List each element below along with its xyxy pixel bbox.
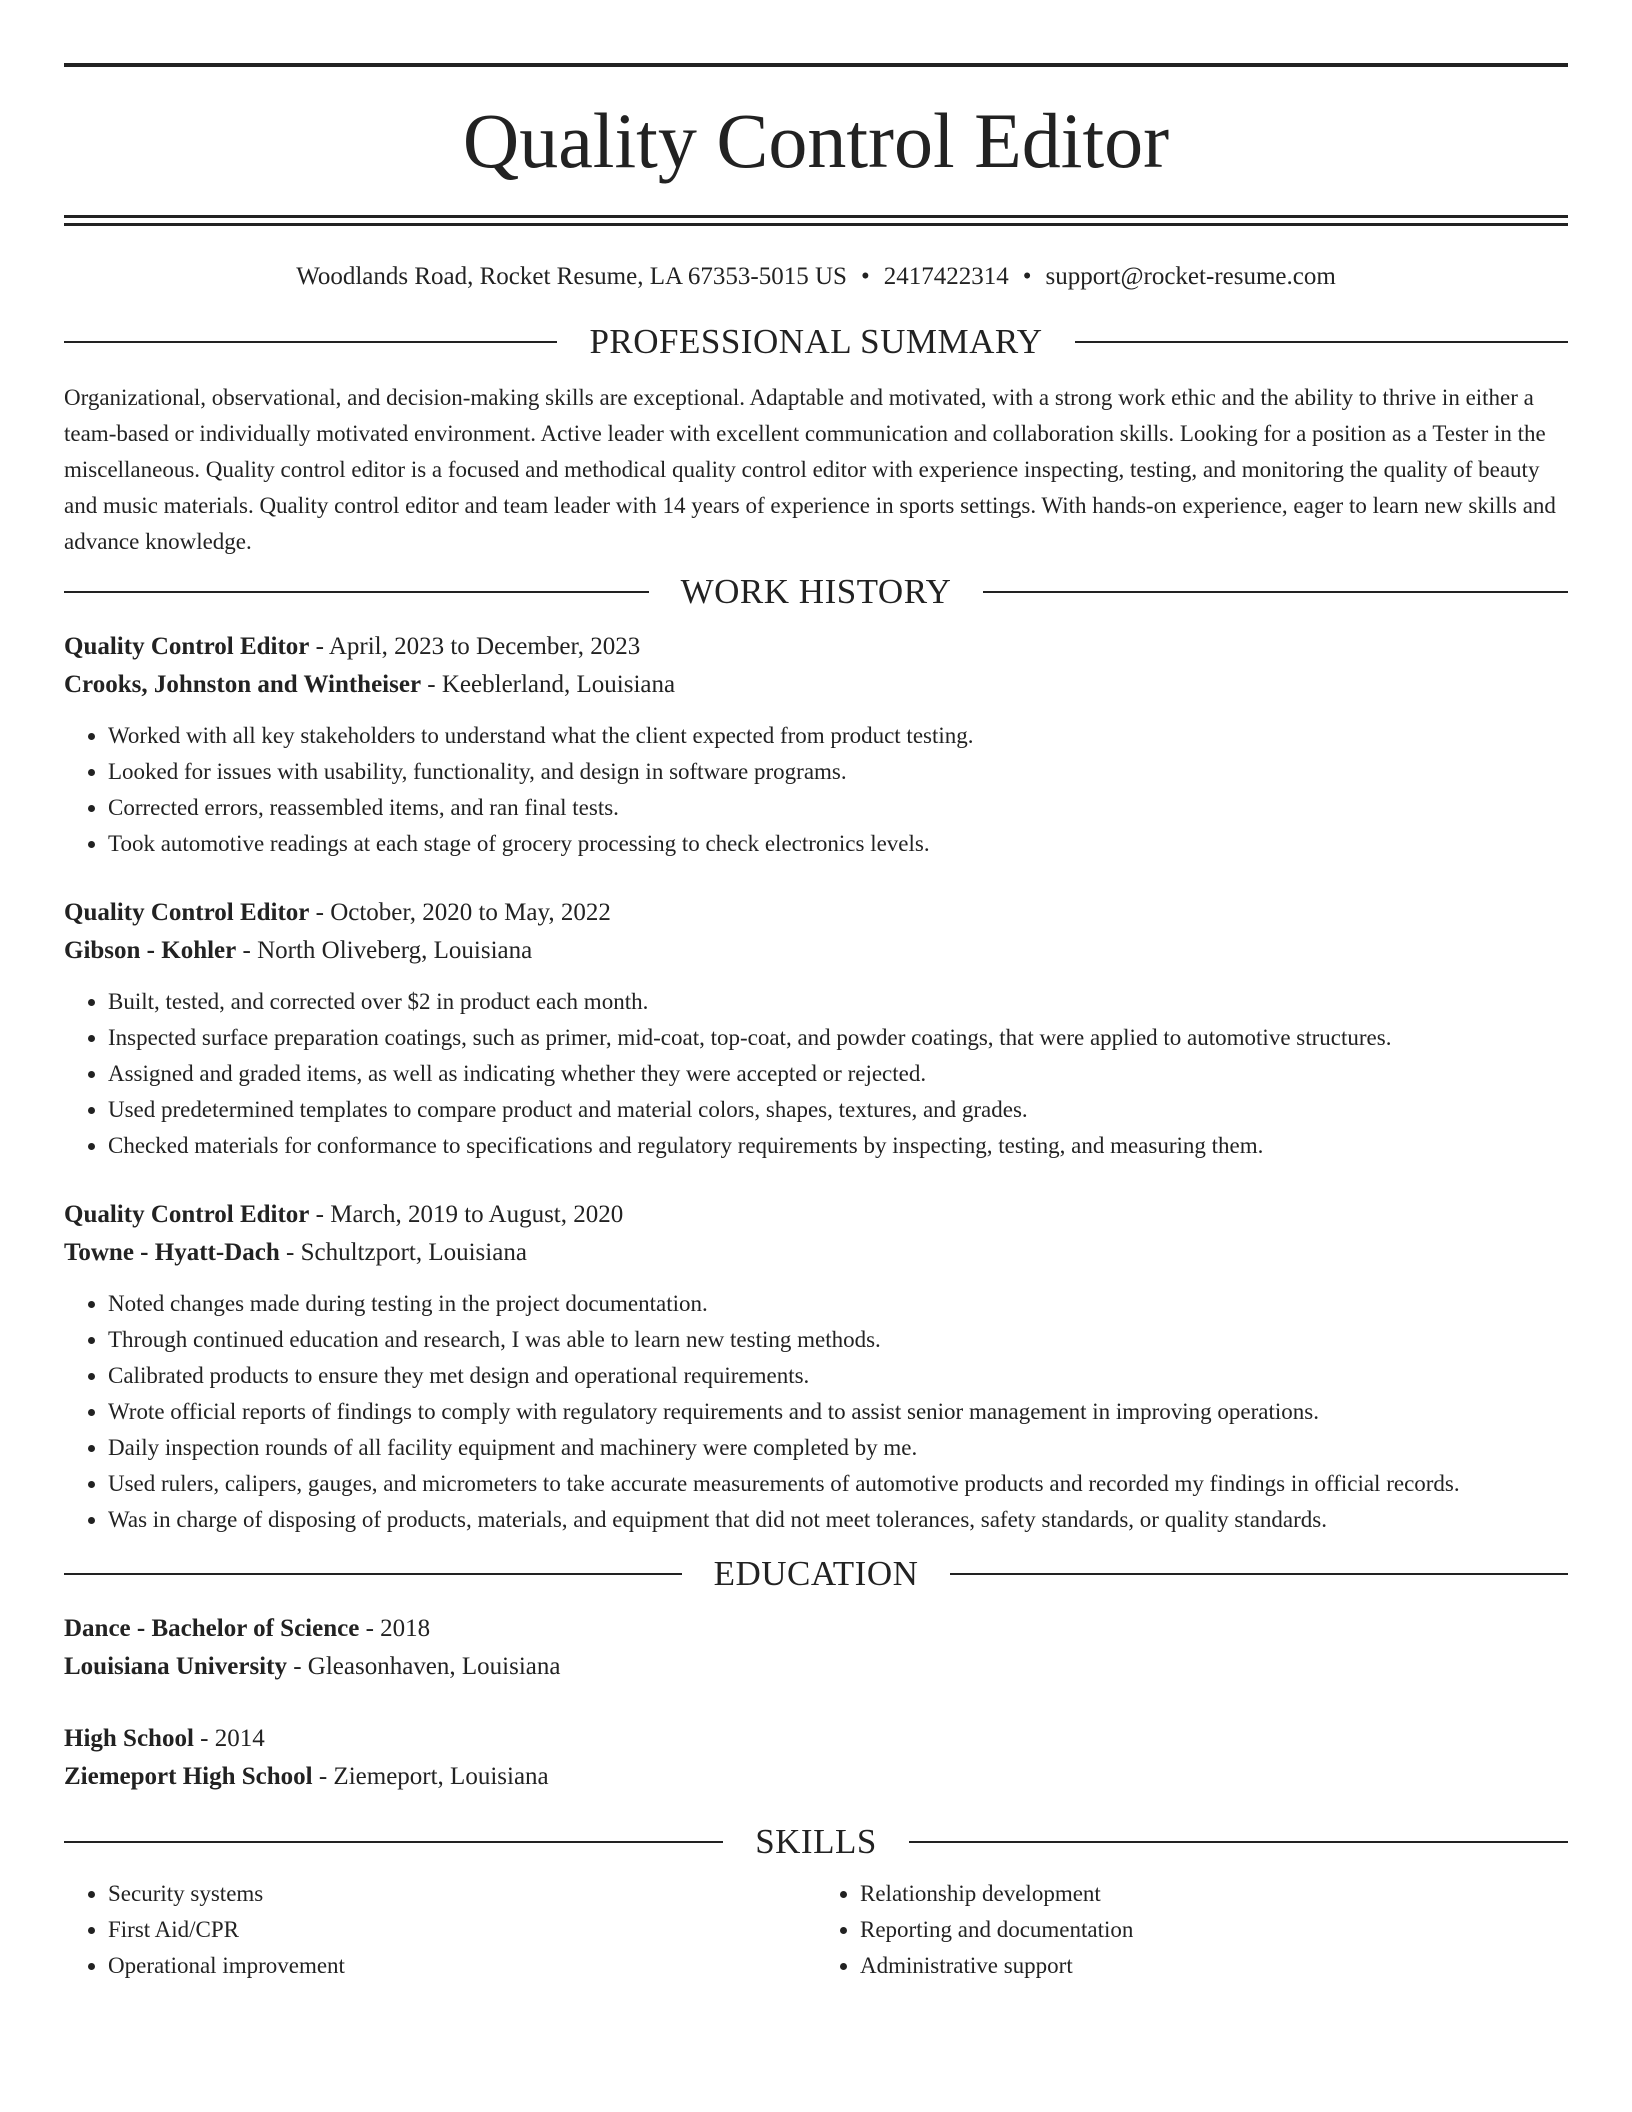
job-title-line [64, 1196, 1568, 1234]
bullet-item: • Daily inspection rounds of all facility equipment and machinery were completed by me. [108, 1430, 1568, 1466]
bullet-item: • Used predetermined templates to compare product and material colors, shapes, textures, and grades. [108, 1092, 1568, 1128]
skills-grid [64, 1876, 1568, 1984]
job-dates: - October, 2020 to May, 2022 [309, 899, 611, 926]
job-location: - Schultzport, Louisiana [279, 1239, 527, 1266]
job-company-line [64, 932, 1568, 970]
bullet-item: • Checked materials for conformance to specifications and regulatory requirements by inspecting, testing, and measuring them. [108, 1128, 1568, 1164]
job-title: Quality Control Editor [64, 1201, 310, 1228]
job-company: Towne - Hyatt-Dach [64, 1239, 280, 1266]
heading-rule [64, 341, 557, 343]
heading-rule [64, 1573, 682, 1575]
summary-text: Organizational, observational, and decision-making skills are exceptional. Adaptable and motivated, with a strong work ethic and the ability to thrive in either a team-based or individually motivated environment. Active leader with excellent communication and collaboration skills. Looking for a position as a Tester in the miscellaneous. Quality control editor is a focused and methodical quality control editor with experience inspecting, testing, and monitoring the quality of beauty and music materials. Quality control editor and team leader with 14 years of experience in sports settings. With hands-on experience, eager to learn new skills and advance knowledge. [64, 385, 1556, 554]
skill-item: • Relationship development [860, 1876, 1568, 1912]
section-heading-skills [64, 1820, 1568, 1864]
job-entry [64, 1196, 1568, 1538]
heading-rule [909, 1841, 1568, 1843]
bullet-item: • Wrote official reports of findings to comply with regulatory requirements and to assist senior management in improving operations. [108, 1394, 1568, 1430]
job-bullets [64, 718, 1568, 862]
heading-rule [1075, 341, 1568, 343]
section-title: PROFESSIONAL SUMMARY [589, 322, 1043, 361]
school-location: - Ziemeport, Louisiana [312, 1763, 549, 1790]
bullet-item: • Built, tested, and corrected over $2 in product each month. [108, 984, 1568, 1020]
degree-year: - 2018 [359, 1615, 431, 1642]
job-company: Crooks, Johnston and Wintheiser [64, 671, 422, 698]
contact-line [64, 260, 1568, 294]
bullet-item: • Used rulers, calipers, gauges, and micrometers to take accurate measurements of automotive products and recorded my findings in official records. [108, 1466, 1568, 1502]
bullet-item: • Through continued education and research, I was able to learn new testing methods. [108, 1322, 1568, 1358]
bullet-item: • Corrected errors, reassembled items, and ran final tests. [108, 790, 1568, 826]
separator: • [860, 263, 870, 290]
section-title: WORK HISTORY [680, 572, 952, 611]
job-company: Gibson - Kohler [64, 937, 237, 964]
skill-item: • Security systems [108, 1876, 816, 1912]
job-company-line [64, 1234, 1568, 1272]
job-location: - North Oliveberg, Louisiana [236, 937, 533, 964]
bullet-item: • Calibrated products to ensure they met design and operational requirements. [108, 1358, 1568, 1394]
section-heading-summary [64, 320, 1568, 364]
school-line [64, 1758, 1568, 1796]
resume-name: Quality Control Editor [462, 97, 1170, 184]
job-dates: - April, 2023 to December, 2023 [309, 633, 641, 660]
section-title: EDUCATION [713, 1554, 919, 1593]
heading-rule [950, 1573, 1568, 1575]
phone: 2417422314 [883, 263, 1009, 290]
email: support@rocket-resume.com [1045, 263, 1336, 290]
bullet-item: • Worked with all key stakeholders to understand what the client expected from product testing. [108, 718, 1568, 754]
name-block [64, 67, 1568, 207]
bullet-item: • Was in charge of disposing of products, materials, and equipment that did not meet tolerances, safety standards, or quality standards. [108, 1502, 1568, 1538]
double-rule [64, 215, 1568, 226]
bullet-item: • Looked for issues with usability, functionality, and design in software programs. [108, 754, 1568, 790]
education-entry [64, 1610, 1568, 1686]
job-title-line [64, 628, 1568, 666]
bullet-item: • Noted changes made during testing in the project documentation. [108, 1286, 1568, 1322]
section-heading-work [64, 570, 1568, 614]
degree-line [64, 1720, 1568, 1758]
bullet-item: • Assigned and graded items, as well as indicating whether they were accepted or rejected. [108, 1056, 1568, 1092]
job-title-line [64, 894, 1568, 932]
skills-list-left [64, 1876, 816, 1984]
address: Woodlands Road, Rocket Resume, LA 67353-5015 US [296, 263, 847, 290]
job-dates: - March, 2019 to August, 2020 [309, 1201, 624, 1228]
heading-rule [983, 591, 1568, 593]
skill-item: • First Aid/CPR [108, 1912, 816, 1948]
resume-page [64, 0, 1568, 1984]
job-bullets [64, 984, 1568, 1164]
bullet-item: • Took automotive readings at each stage of grocery processing to check electronics levels. [108, 826, 1568, 862]
school-line [64, 1648, 1568, 1686]
degree: Dance - Bachelor of Science [64, 1615, 360, 1642]
skill-item: • Operational improvement [108, 1948, 816, 1984]
education-entry [64, 1720, 1568, 1796]
job-title: Quality Control Editor [64, 899, 310, 926]
job-bullets [64, 1286, 1568, 1538]
section-title: SKILLS [755, 1822, 877, 1861]
school: Ziemeport High School [64, 1763, 313, 1790]
section-heading-education [64, 1552, 1568, 1596]
job-location: - Keeblerland, Louisiana [421, 671, 676, 698]
degree: High School [64, 1725, 194, 1752]
degree-year: - 2014 [193, 1725, 265, 1752]
school-location: - Gleasonhaven, Louisiana [286, 1653, 561, 1680]
job-entry [64, 894, 1568, 1164]
skill-item: • Reporting and documentation [860, 1912, 1568, 1948]
bullet-item: • Inspected surface preparation coatings, such as primer, mid-coat, top-coat, and powder coatings, that were applied to automotive structures. [108, 1020, 1568, 1056]
skill-item: • Administrative support [860, 1948, 1568, 1984]
separator: • [1022, 263, 1032, 290]
job-company-line [64, 666, 1568, 704]
school: Louisiana University [64, 1653, 287, 1680]
job-title: Quality Control Editor [64, 633, 310, 660]
heading-rule [64, 591, 649, 593]
job-entry [64, 628, 1568, 862]
skills-list-right [816, 1876, 1568, 1984]
heading-rule [64, 1841, 723, 1843]
degree-line [64, 1610, 1568, 1648]
